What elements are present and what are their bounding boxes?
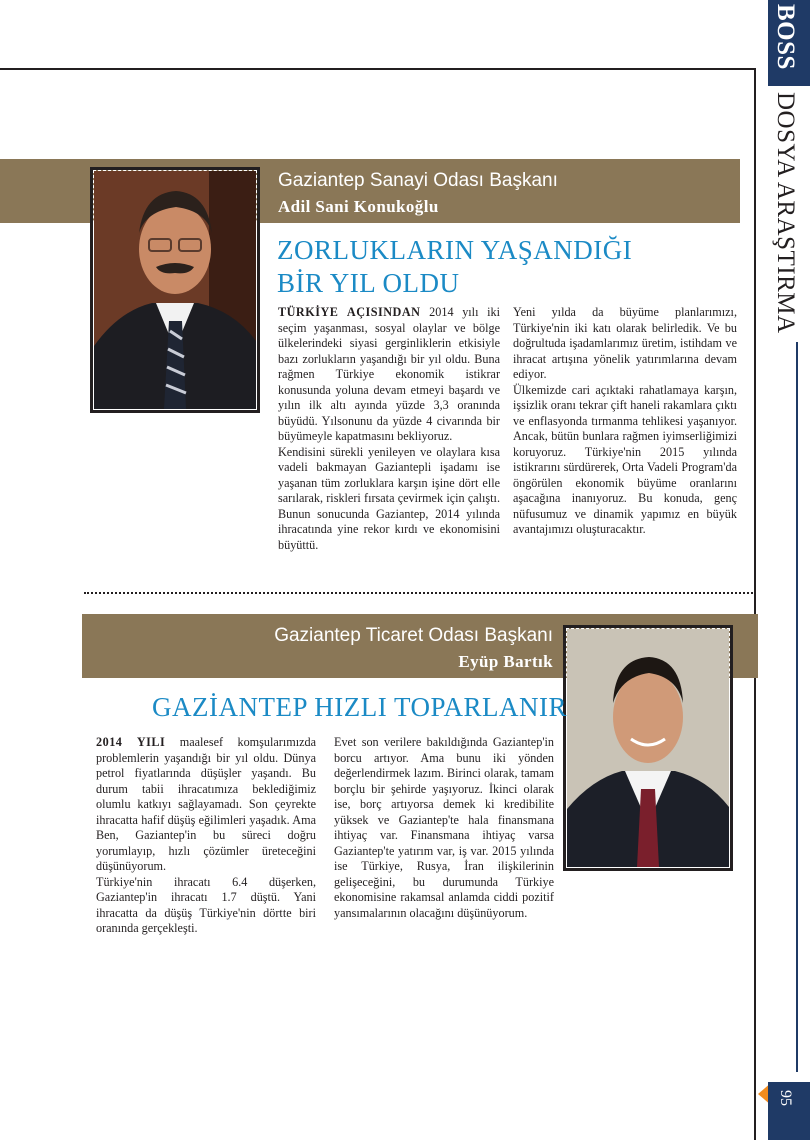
article1-role: Gaziantep Sanayi Odası Başkanı: [278, 170, 558, 191]
article1-column-2: [513, 305, 737, 538]
brand-logo-text: BOSS: [772, 4, 799, 70]
portrait-adil-sani-konukoglu: [93, 170, 257, 410]
section-title: DOSYA ARAŞTIRMA: [772, 92, 799, 334]
article1-col2-text: Yeni yılda da büyüme planlarımızı, Türkiye'nin iki katı olarak belirledik. Ve bu doğrultuda işadamlarımız üretim, istihdam ve ihracat artışına yönelik yatırımlarına devam ediyor.: [513, 305, 737, 381]
article1-col2b-text: Ülkemizde cari açıktaki rahatlamaya karşın, işsizlik oranı tekrar çift haneli rakamlara çıktı ve enflasyonda tırmanma tehlikesi yaşanıyor. Ancak, bütün bunlara rağmen iyimserliğimizi koruyoruz. Türkiye'nin 2015 yılında istikrarını sürdürerek, Orta Vadeli Program'da öngörülen ekonomik büyüme oranlarını aşacağına inanıyoruz. Bu konuda, genç nüfusumuz ve dinamik yapımız en büyük avantajımızı oluşturacaktır.: [513, 382, 737, 536]
article2-headline: GAZİANTEP HIZLI TOPARLANIR: [152, 692, 567, 722]
article2-col1b-text: Türkiye'nin ihracatı 6.4 düşerken, Gaziantep'in ihracatı 1.7 düştü. Yani ihracatta da düşüş Türkiye'nin dörtte biri oranında gerçekleşti.: [96, 874, 316, 935]
article2-lead: 2014 YILI: [96, 735, 166, 749]
article2-col1-text: maalesef komşularımızda problemlerin yaşandığı bir yıl oldu. Dünya petrol fiyatlarında düşüşler yaşandı. Bu durum tabii ihracatımıza beklediğimiz olumlu katkıyı sağlayamadı. Son çeyrekte ihracatta hafif düşüş eğilimleri yaşadık. Ama Ben, Gaziantep'in bu süreci doğru yorumlayıp, hızlı çözümler üreteceğini düşünüyorum.: [96, 735, 317, 873]
article2-col2-text: Evet son verilere bakıldığında Gaziantep'in borcu artıyor. Ama bunu iki yönden değerlendirmek lazım. Birinci olarak, tamam borçlu bir şehirde yaşıyoruz. İkinci olarak ise, borç artıyorsa demek ki kredibilite yüksek ve Gaziantep'te hala finansmana ihtiyaç var. Finansmana ihtiyaç varsa Gaziantep'te yatırım var, iş var. 2015 yılında ise Türkiye, Rusya, İran ilişkilerinin gelişeceğini, bu durumunda Türkiye ekonomisine rakamsal anlamda ciddi pozitif yansımalarının olacağını düşünüyorum.: [334, 735, 554, 920]
portrait-eyup-bartik: [566, 628, 730, 868]
frame-right-rule: [754, 68, 756, 1140]
article2-column-1: [96, 735, 316, 937]
article1-headline: [277, 234, 632, 300]
article1-name: Adil Sani Konukoğlu: [278, 197, 439, 216]
spine-divider: [796, 342, 798, 1072]
article2-role: Gaziantep Ticaret Odası Başkanı: [274, 625, 553, 646]
headline-line-1: ZORLUKLARIN YAŞANDIĞI: [277, 235, 633, 265]
article1-col1-text: 2014 yılı iki seçim yaşanması, sosyal olaylar ve bölge ülkelerindeki siyasi gerginliklerin etkisiyle bazı zorlukların yaşandığı bir yıl oldu. Buna rağmen Türkiye ekonomik istikrar konusunda yoluna devam etmeyi başardı ve yılın ilk altı ayında yüzde 3,3 oranında büyüdü. Yılsonunu da yüzde 4 civarında bir büyümeyle kapatmasını bekliyoruz.: [278, 305, 501, 443]
top-rule: [0, 68, 756, 70]
article1-col1b-text: Kendisini sürekli yenileyen ve olaylara kısa vadeli bakmayan Gaziantepli işadamı ise yaşanan tüm zorluklara karşın işine dört elle sarılarak, riskleri fırsata çevirmek için çalıştı. Bunun sonucunda Gaziantep, 2014 yılında ihracatında yine rekor kırdı ve ekonomisini büyüttü.: [278, 444, 500, 552]
article1-lead: TÜRKİYE AÇISINDAN: [278, 305, 421, 319]
page-number: 95: [777, 1090, 794, 1106]
article1-column-1: [278, 305, 500, 553]
article2-name: Eyüp Bartık: [458, 652, 553, 671]
headline-line-2: BİR YIL OLDU: [277, 268, 460, 298]
spine-label: [771, 4, 807, 354]
section-divider: [84, 592, 756, 594]
article2-column-2: [334, 735, 554, 921]
